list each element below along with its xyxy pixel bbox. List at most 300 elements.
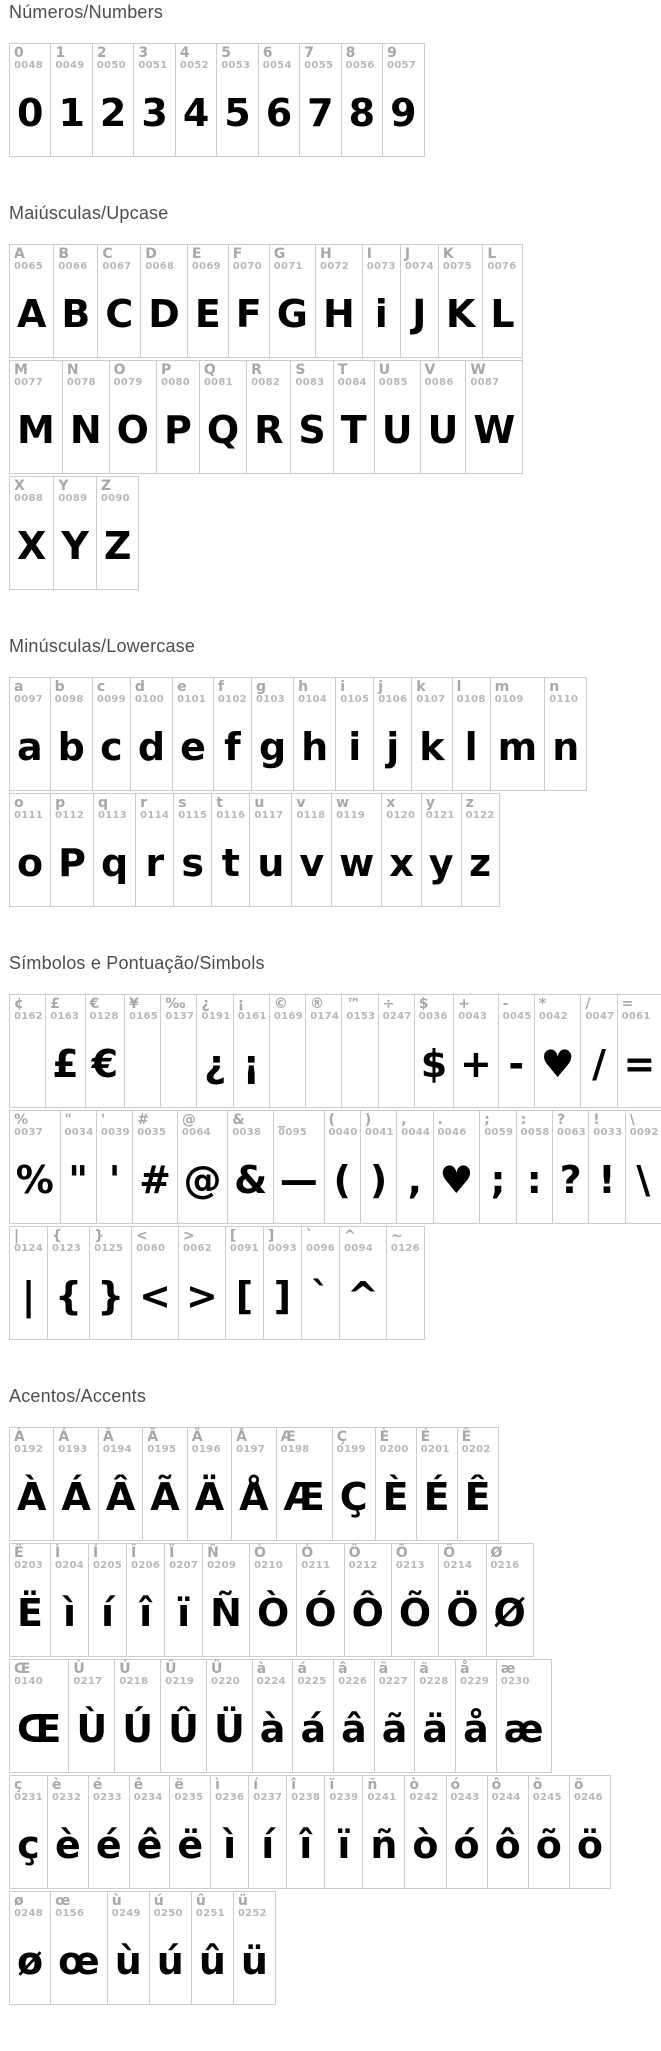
cell-char-label: ê (133, 1777, 144, 1793)
cell-labels (458, 997, 493, 1029)
cell-char-label: d (134, 679, 145, 695)
cell-char-label: / (585, 996, 591, 1012)
cell-labels (391, 1229, 420, 1261)
cell-char-label: Ò (253, 1545, 266, 1561)
cell-char-label: Í (93, 1545, 99, 1561)
cell-glyph: > (186, 1274, 218, 1318)
cell-glyph: | (21, 1274, 36, 1318)
cell-glyph: à (259, 1707, 286, 1751)
cell-labels (460, 1662, 492, 1694)
glyph-cell (9, 360, 63, 474)
cell-labels (622, 997, 657, 1029)
cell-char-label: c (96, 679, 106, 695)
cell-char-label: 1 (55, 45, 66, 61)
cell-code-label: 0036 (418, 1010, 448, 1022)
cell-char-label: K (442, 246, 454, 262)
cell-labels (136, 1229, 174, 1261)
cell-code-label: 0103 (255, 693, 285, 705)
cell-glyph: Ã (150, 1475, 180, 1519)
cell-labels (94, 1229, 127, 1261)
cell-char-label: Ï (169, 1545, 175, 1561)
cell-char-label: ë (174, 1777, 184, 1793)
cell-code-label: 0197 (236, 1443, 266, 1455)
cell-glyph: œ (58, 1939, 100, 1983)
glyph-cell (130, 677, 173, 791)
cell-code-label: 0063 (556, 1126, 586, 1138)
cell-labels (55, 1894, 103, 1926)
cell-char-label: o (14, 795, 24, 811)
glyph-cell (411, 677, 452, 791)
cell-code-label: 0227 (378, 1675, 408, 1687)
cell-labels (204, 363, 242, 395)
cell-labels (73, 1662, 110, 1694)
cell-glyph (165, 1029, 192, 1107)
glyph-cell (580, 994, 617, 1108)
glyph-cell (211, 793, 250, 907)
cell-char-label: å (460, 1661, 470, 1677)
cell-labels (58, 479, 92, 511)
cell-glyph: ò (412, 1823, 439, 1867)
cell-labels (178, 796, 207, 828)
glyph-cell (252, 1659, 294, 1773)
cell-char-label: E (191, 246, 202, 262)
cell-labels (90, 997, 120, 1029)
cell-char-label: A (14, 246, 25, 262)
glyph-cell (88, 1543, 127, 1657)
cell-code-label: 0234 (133, 1791, 163, 1803)
cell-glyph: 9 (390, 91, 417, 135)
cell-code-label: 0198 (280, 1443, 310, 1455)
cell-labels (484, 1112, 514, 1145)
cell-code-label: 0110 (549, 693, 579, 705)
cell-glyph: ì (62, 1591, 76, 1635)
cell-char-label: ÷ (382, 996, 395, 1012)
cell-labels (274, 247, 311, 279)
cell-char-label: ç (14, 1777, 23, 1793)
cell-code-label: 0055 (304, 59, 334, 71)
cell-labels (14, 46, 46, 78)
cell-code-label: 0092 (629, 1126, 659, 1138)
cell-labels (310, 996, 340, 1029)
glyph-cell (374, 360, 421, 474)
cell-labels (593, 1112, 623, 1145)
cell-glyph: { (55, 1274, 83, 1318)
glyph-cell (269, 994, 306, 1108)
cell-code-label: 0081 (203, 376, 233, 388)
glyph-cell (569, 1775, 611, 1889)
cell-char-label: [ (229, 1228, 237, 1244)
cell-code-label: 0113 (97, 809, 128, 821)
glyph-cell (305, 994, 342, 1108)
cell-char-label: È (379, 1429, 390, 1445)
glyph-cell (50, 793, 94, 907)
cell-code-label: 0096 (305, 1242, 335, 1254)
cell-glyph: Y (61, 524, 89, 568)
cell-labels (14, 363, 58, 395)
cell-glyph: ♥ (439, 1158, 474, 1202)
glyph-row (9, 994, 661, 1108)
glyph-cell (156, 360, 200, 474)
cell-code-label: 0117 (254, 809, 284, 821)
cell-code-label: 0231 (14, 1791, 44, 1803)
cell-glyph: : (526, 1158, 542, 1202)
cell-char-label: ó (450, 1777, 461, 1793)
cell-glyph: ^ (347, 1274, 379, 1318)
cell-labels (169, 1546, 198, 1578)
cell-labels (396, 1546, 434, 1578)
cell-char-label: à (256, 1661, 267, 1677)
cell-glyph: k (419, 725, 445, 769)
glyph-cell (9, 1543, 51, 1657)
cell-char-label: x (386, 795, 396, 811)
cell-char-label: ' (100, 1112, 106, 1128)
cell-char-label: = (621, 996, 634, 1012)
cell-glyph: Æ (283, 1475, 325, 1519)
cell-labels (386, 796, 417, 828)
cell-glyph: 6 (265, 91, 293, 135)
cell-char-label: ô (491, 1777, 502, 1793)
cell-glyph: ) (369, 1158, 388, 1202)
cell-char-label: , (401, 1112, 407, 1128)
section-accents (9, 1386, 661, 2005)
cell-code-label: 0153 (346, 1010, 376, 1022)
cell-code-label: 0090 (100, 492, 130, 504)
glyph-cell (455, 1659, 497, 1773)
cell-glyph: À (17, 1475, 47, 1519)
cell-labels (93, 1778, 125, 1810)
cell-char-label: u (254, 795, 265, 811)
cell-char-label: f (217, 679, 224, 695)
cell-char-label: w (336, 795, 350, 811)
cell-code-label: 0054 (262, 59, 292, 71)
cell-glyph: Ö (446, 1591, 479, 1635)
cell-code-label: 0204 (54, 1559, 85, 1571)
cell-code-label: 0034 (64, 1126, 94, 1138)
cell-char-label: ø (14, 1893, 24, 1909)
glyph-cell (486, 1543, 534, 1657)
glyph-row (9, 1543, 661, 1657)
glyph-cell (53, 476, 97, 590)
cell-code-label: 0070 (232, 260, 262, 272)
cell-char-label: ü (237, 1893, 248, 1909)
cell-glyph: @ (183, 1158, 222, 1202)
glyph-cell (68, 1659, 115, 1773)
glyph-cell (45, 994, 85, 1108)
cell-char-label: h (298, 679, 309, 695)
cell-glyph: o (17, 841, 44, 885)
cell-glyph: Â (105, 1475, 136, 1519)
cell-code-label: 0212 (348, 1559, 378, 1571)
cell-labels (119, 1662, 156, 1694)
cell-code-label: 0051 (138, 59, 168, 71)
cell-glyph: F (235, 292, 262, 336)
glyph-cell (381, 793, 422, 907)
glyph-cell (420, 360, 467, 474)
cell-glyph: / (592, 1042, 606, 1086)
cell-code-label: 0047 (585, 1010, 615, 1022)
cell-char-label: è (52, 1777, 62, 1793)
cell-code-label: 0251 (195, 1907, 225, 1919)
cell-labels (367, 1778, 400, 1810)
glyph-cell (9, 1775, 48, 1889)
cell-char-label: H (319, 246, 332, 262)
cell-code-label: 0074 (404, 260, 434, 272)
cell-labels (218, 680, 247, 712)
cell-labels (14, 996, 44, 1029)
glyph-cell (92, 43, 134, 157)
cell-char-label: - (502, 996, 509, 1012)
glyph-cell (225, 1226, 264, 1340)
cell-char-label: m (494, 679, 510, 695)
glyph-cell (228, 244, 270, 358)
cell-glyph: n (552, 725, 580, 769)
cell-code-label: 0193 (58, 1443, 88, 1455)
cell-labels (443, 1546, 481, 1578)
cell-char-label: T (337, 362, 348, 378)
cell-labels (165, 996, 195, 1029)
glyph-cell (362, 1775, 405, 1889)
cell-code-label: 0056 (345, 59, 375, 71)
cell-char-label: k (416, 679, 426, 695)
cell-glyph: å (463, 1707, 489, 1751)
cell-char-label: Ú (119, 1661, 131, 1677)
cell-glyph: L (490, 292, 515, 336)
cell-char-label: Â (102, 1429, 114, 1445)
glyph-cell (286, 1775, 325, 1889)
cell-char-label: ¿ (201, 996, 210, 1012)
glyph-cell (249, 1543, 297, 1657)
cell-char-label: © (273, 996, 288, 1012)
glyph-cell (88, 1775, 130, 1889)
cell-labels (329, 1113, 356, 1145)
cell-char-label: | (14, 1228, 20, 1244)
glyph-cell (360, 1110, 397, 1224)
glyph-cell (292, 1659, 334, 1773)
cell-glyph: î (139, 1591, 153, 1635)
glyph-cell (129, 1775, 171, 1889)
glyph-cell (273, 1110, 324, 1224)
glyph-cell (438, 244, 483, 358)
cell-code-label: 0049 (55, 59, 85, 71)
cell-labels (298, 680, 331, 712)
cell-char-label: U (378, 362, 391, 378)
cell-char-label: Æ (280, 1429, 296, 1445)
cell-char-label: O (113, 362, 126, 378)
cell-code-label: 0213 (395, 1559, 425, 1571)
cell-code-label: 0252 (237, 1907, 267, 1919)
cell-labels (114, 363, 152, 395)
cell-glyph: ì (223, 1823, 237, 1867)
cell-code-label: 0061 (621, 1010, 651, 1022)
glyph-cell (196, 994, 233, 1108)
glyph-row (9, 1891, 661, 2005)
cell-char-label: \ (629, 1112, 635, 1128)
glyph-cell (9, 1110, 61, 1224)
glyph-cell (89, 1226, 132, 1340)
cell-glyph: á (300, 1707, 327, 1751)
glyph-row (9, 476, 661, 590)
cell-glyph: 5 (224, 91, 251, 135)
cell-char-label: Ì (54, 1545, 61, 1561)
glyph-cell (216, 43, 258, 157)
cell-glyph: £ (52, 1042, 79, 1086)
cell-char-label: P (160, 362, 172, 378)
cell-code-label: 0122 (465, 809, 495, 821)
cell-labels (251, 363, 286, 395)
cell-code-label: 0067 (102, 260, 132, 272)
cell-glyph: ' (108, 1158, 121, 1202)
cell-glyph: ô (494, 1823, 521, 1867)
glyph-row (9, 43, 661, 157)
cell-char-label: M (14, 362, 28, 378)
cell-glyph: U (427, 408, 459, 452)
cell-labels (378, 680, 407, 712)
glyph-cell (53, 244, 98, 358)
glyph-cell (199, 360, 247, 474)
glyph-cell (465, 360, 523, 474)
glyph-cell (382, 43, 424, 157)
cell-code-label: 0050 (96, 59, 126, 71)
cell-glyph: l (464, 725, 478, 769)
cell-glyph: 2 (99, 91, 127, 135)
cell-code-label: 0077 (14, 376, 44, 388)
cell-char-label: J (404, 246, 411, 262)
cell-code-label: 0115 (178, 809, 208, 821)
cell-glyph: Á (61, 1475, 91, 1519)
cell-code-label: 0045 (502, 1010, 532, 1022)
cell-glyph: q (100, 841, 129, 885)
glyph-cell (9, 244, 54, 358)
glyph-cell (498, 994, 535, 1108)
cell-labels (207, 1546, 245, 1578)
glyph-cell (290, 360, 333, 474)
glyph-row (9, 360, 661, 474)
glyph-cell (9, 1226, 48, 1340)
cell-code-label: 0097 (14, 693, 44, 705)
glyph-cell (258, 43, 300, 157)
glyph-cell (373, 677, 412, 791)
cell-glyph: J (412, 292, 427, 336)
cell-glyph: m (497, 725, 538, 769)
cell-glyph: c (100, 725, 123, 769)
cell-char-label: Y (58, 478, 69, 494)
cell-char-label: Ç (336, 1429, 348, 1445)
cell-glyph: A (17, 292, 47, 336)
cell-char-label: Ñ (207, 1545, 219, 1561)
cell-labels (238, 997, 265, 1029)
cell-code-label: 0087 (470, 376, 500, 388)
cell-code-label: 0169 (273, 1010, 303, 1022)
cell-glyph: 3 (141, 91, 168, 135)
cell-char-label: ò (409, 1777, 420, 1793)
glyph-cell (178, 1226, 226, 1340)
cell-char-label: ö (573, 1777, 584, 1793)
cell-code-label: 0192 (14, 1443, 44, 1455)
cell-code-label: 0220 (210, 1675, 240, 1687)
cell-labels (495, 680, 541, 712)
cell-glyph: ü (240, 1939, 268, 1983)
cell-char-label: > (183, 1228, 195, 1244)
cell-labels (466, 796, 495, 828)
cell-labels (533, 1778, 565, 1810)
cell-char-label: % (14, 1112, 29, 1128)
cell-code-label: 0216 (490, 1559, 520, 1571)
cell-char-label: ì (215, 1777, 220, 1793)
cell-labels (462, 1430, 494, 1462)
cell-char-label: ~ (390, 1228, 403, 1244)
cell-labels (161, 363, 195, 395)
cell-glyph: € (91, 1042, 119, 1086)
glyph-cell (299, 43, 341, 157)
cell-char-label: ` (305, 1228, 313, 1244)
glyph-cell (213, 677, 252, 791)
cell-code-label: 0083 (295, 376, 325, 388)
cell-labels (215, 1778, 244, 1810)
glyph-cell (50, 1543, 89, 1657)
cell-glyph: 0 (17, 91, 44, 135)
cell-labels (145, 247, 183, 279)
cell-code-label: 0108 (456, 693, 486, 705)
cell-code-label: 0237 (253, 1791, 283, 1803)
cell-labels (274, 997, 301, 1029)
cell-char-label: L (487, 246, 497, 262)
cell-code-label: 0243 (450, 1791, 480, 1803)
cell-labels (401, 1112, 431, 1145)
glyph-cell (251, 677, 294, 791)
cell-labels (443, 247, 478, 279)
glyph-cell (9, 793, 51, 907)
cell-char-label: ( (328, 1112, 335, 1128)
cell-code-label: 0194 (102, 1443, 132, 1455)
cell-glyph: " (68, 1158, 89, 1202)
glyph-cell (333, 360, 375, 474)
cell-glyph: } (97, 1274, 125, 1318)
cell-code-label: 0044 (401, 1126, 431, 1138)
cell-glyph: ♥ (540, 1042, 575, 1086)
cell-char-label: ‰ (165, 996, 186, 1012)
cell-char-label: Ã (147, 1429, 159, 1445)
glyph-cell (534, 994, 582, 1108)
glyph-cell (479, 1110, 516, 1224)
cell-glyph: î (299, 1823, 313, 1867)
glyph-cell (396, 1110, 433, 1224)
cell-labels (574, 1778, 606, 1810)
cell-glyph: C (105, 292, 134, 336)
cell-labels (112, 1894, 145, 1926)
glyph-cell (96, 1110, 133, 1224)
cell-char-label: é (92, 1777, 103, 1793)
glyph-cell (331, 793, 382, 907)
glyph-cell (206, 1659, 253, 1773)
cell-labels (14, 1113, 56, 1145)
cell-char-label: Ü (210, 1661, 223, 1677)
cell-code-label: 0085 (378, 376, 408, 388)
cell-code-label: 0233 (92, 1791, 122, 1803)
cell-labels (182, 1113, 223, 1145)
glyph-cell (47, 1775, 89, 1889)
cell-labels (65, 1113, 92, 1145)
cell-code-label: 0238 (291, 1791, 321, 1803)
cell-glyph: W (473, 408, 516, 452)
cell-glyph: , (407, 1158, 423, 1202)
cell-labels (320, 247, 358, 279)
cell-labels (304, 46, 336, 78)
cell-glyph: ê (136, 1823, 163, 1867)
cell-char-label: Ê (461, 1429, 472, 1445)
cell-code-label: 0100 (134, 693, 164, 705)
cell-glyph: É (423, 1475, 450, 1519)
cell-glyph: h (301, 725, 329, 769)
